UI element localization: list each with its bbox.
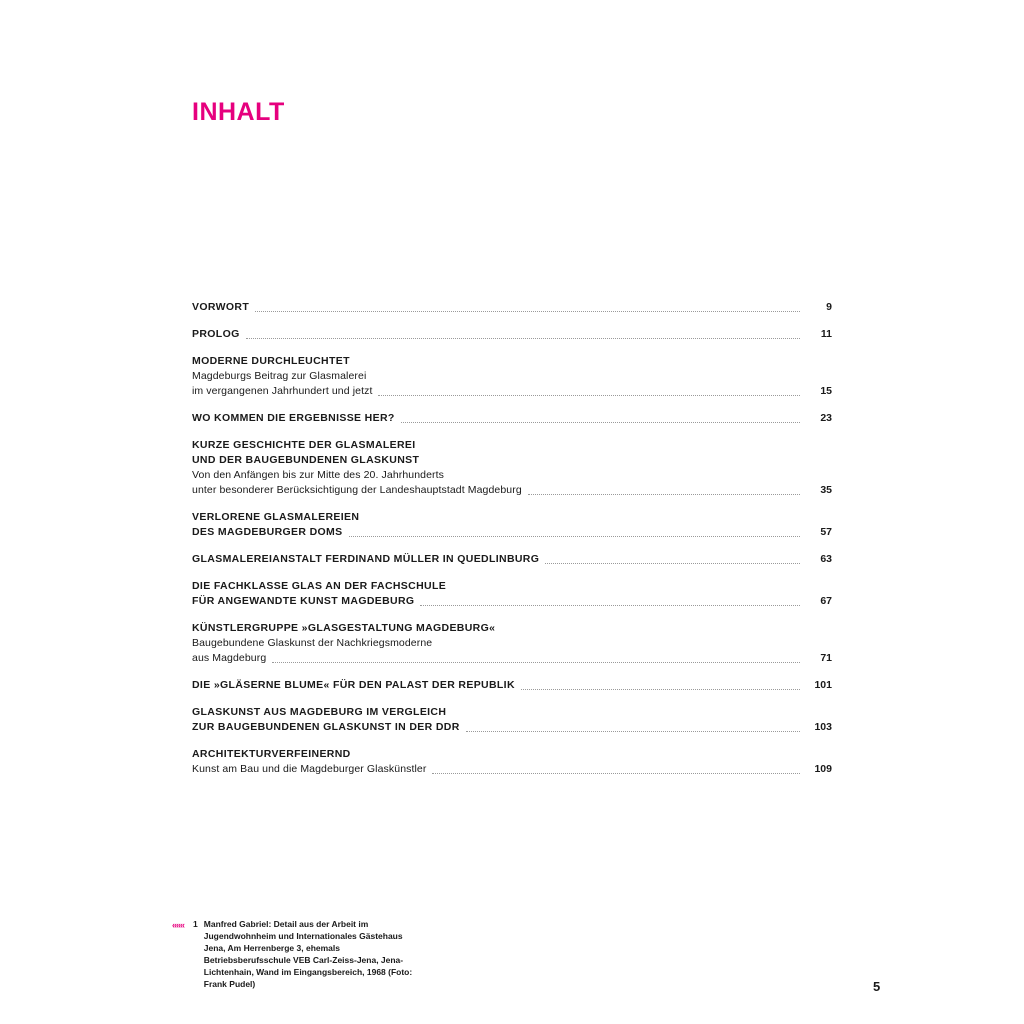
toc-line	[192, 720, 832, 735]
toc-leader-dots	[272, 662, 800, 663]
folio-page-number: 5	[873, 979, 881, 994]
toc-page-number: 67	[820, 595, 832, 607]
toc-entry-subtitle: Von den Anfängen bis zur Mitte des 20. Jahrhunderts	[192, 469, 445, 481]
toc-line	[192, 636, 832, 651]
toc-line	[192, 525, 832, 540]
toc-entry-subtitle: Kunst am Bau und die Magdeburger Glaskünstler	[192, 763, 427, 775]
toc-line	[192, 747, 832, 762]
toc-line	[192, 327, 832, 342]
toc-entry-title: KURZE GESCHICHTE DER GLASMALEREI	[192, 439, 416, 451]
caption-number: 1	[193, 919, 198, 929]
toc-leader-dots	[246, 338, 800, 339]
toc-entry-subtitle: im vergangenen Jahrhundert und jetzt	[192, 385, 373, 397]
toc-entry-subtitle: Baugebundene Glaskunst der Nachkriegsmoderne	[192, 637, 433, 649]
page-title: INHALT	[192, 98, 285, 126]
toc-leader-dots	[432, 773, 800, 774]
toc-page-number: 71	[820, 652, 832, 664]
toc-entry-title: KÜNSTLERGRUPPE »GLASGESTALTUNG MAGDEBURG«	[192, 622, 496, 634]
toc-entry[interactable]	[192, 510, 832, 540]
toc-leader-dots	[401, 422, 800, 423]
toc-entry-title: ZUR BAUGEBUNDENEN GLASKUNST IN DER DDR	[192, 721, 460, 733]
toc-line	[192, 579, 832, 594]
toc-leader-dots	[521, 689, 800, 690]
toc-entry[interactable]	[192, 327, 832, 342]
caption-arrows-icon: «««	[172, 920, 185, 930]
toc-leader-dots	[528, 494, 800, 495]
toc-entry-title: GLASKUNST AUS MAGDEBURG IM VERGLEICH	[192, 706, 447, 718]
toc-page-number: 15	[820, 385, 832, 397]
toc-page-number: 23	[820, 412, 832, 424]
toc-entry[interactable]	[192, 579, 832, 609]
toc-line	[192, 468, 832, 483]
toc-line	[192, 384, 832, 399]
toc-entry-title: VERLORENE GLASMALEREIEN	[192, 511, 360, 523]
toc-entry-title: DIE »GLÄSERNE BLUME« FÜR DEN PALAST DER REPUBLIK	[192, 679, 515, 691]
toc-entry-subtitle: aus Magdeburg	[192, 652, 267, 664]
toc-entry-title: GLASMALEREIANSTALT FERDINAND MÜLLER IN QUEDLINBURG	[192, 553, 540, 565]
table-of-contents	[192, 300, 832, 789]
toc-entry[interactable]	[192, 438, 832, 498]
toc-entry[interactable]	[192, 411, 832, 426]
toc-entry-title: FÜR ANGEWANDTE KUNST MAGDEBURG	[192, 595, 415, 607]
toc-line	[192, 510, 832, 525]
toc-entry[interactable]	[192, 621, 832, 666]
toc-entry[interactable]	[192, 747, 832, 777]
caption-text: Manfred Gabriel: Detail aus der Arbeit im Jugendwohnheim und Internationales Gästehaus Jena, Am Herrenberge 3, ehemals Betriebsberufsschule VEB Carl-Zeiss-Jena, Jena-Lichtenhain, Wand im Eingangsbereich, 1968 (Foto: Frank Pudel)	[203, 919, 413, 989]
toc-leader-dots	[466, 731, 800, 732]
toc-line	[192, 438, 832, 453]
toc-entry[interactable]	[192, 300, 832, 315]
toc-page-number: 9	[826, 301, 832, 313]
toc-line	[192, 453, 832, 468]
toc-line	[192, 705, 832, 720]
toc-leader-dots	[545, 563, 800, 564]
toc-line	[192, 594, 832, 609]
toc-entry-title: MODERNE DURCHLEUCHTET	[192, 355, 350, 367]
toc-line	[192, 411, 832, 426]
toc-page-number: 57	[820, 526, 832, 538]
toc-entry-title: ARCHITEKTURVERFEINERND	[192, 748, 351, 760]
toc-line	[192, 762, 832, 777]
toc-line	[192, 552, 832, 567]
toc-page-number: 101	[814, 679, 832, 691]
toc-line	[192, 354, 832, 369]
toc-entry-title: UND DER BAUGEBUNDENEN GLASKUNST	[192, 454, 420, 466]
toc-line	[192, 678, 832, 693]
toc-page-number: 109	[814, 763, 832, 775]
toc-entry-subtitle: unter besonderer Berücksichtigung der Landeshauptstadt Magdeburg	[192, 484, 522, 496]
toc-line	[192, 651, 832, 666]
toc-page-number: 35	[820, 484, 832, 496]
toc-page-number: 103	[814, 721, 832, 733]
toc-line	[192, 300, 832, 315]
toc-leader-dots	[255, 311, 800, 312]
toc-leader-dots	[349, 536, 800, 537]
toc-line	[192, 621, 832, 636]
toc-entry[interactable]	[192, 354, 832, 399]
figure-caption	[172, 918, 492, 990]
toc-entry-title: PROLOG	[192, 328, 240, 340]
toc-entry[interactable]	[192, 552, 832, 567]
toc-page-number: 11	[820, 328, 832, 340]
toc-entry-title: VORWORT	[192, 301, 250, 313]
toc-page-number: 63	[820, 553, 832, 565]
toc-entry[interactable]	[192, 678, 832, 693]
toc-line	[192, 369, 832, 384]
toc-entry-subtitle: Magdeburgs Beitrag zur Glasmalerei	[192, 370, 367, 382]
toc-entry-title: DIE FACHKLASSE GLAS AN DER FACHSCHULE	[192, 580, 447, 592]
toc-leader-dots	[420, 605, 800, 606]
toc-entry-title: WO KOMMEN DIE ERGEBNISSE HER?	[192, 412, 395, 424]
toc-entry-title: DES MAGDEBURGER DOMS	[192, 526, 343, 538]
toc-leader-dots	[378, 395, 800, 396]
toc-entry[interactable]	[192, 705, 832, 735]
toc-line	[192, 483, 832, 498]
